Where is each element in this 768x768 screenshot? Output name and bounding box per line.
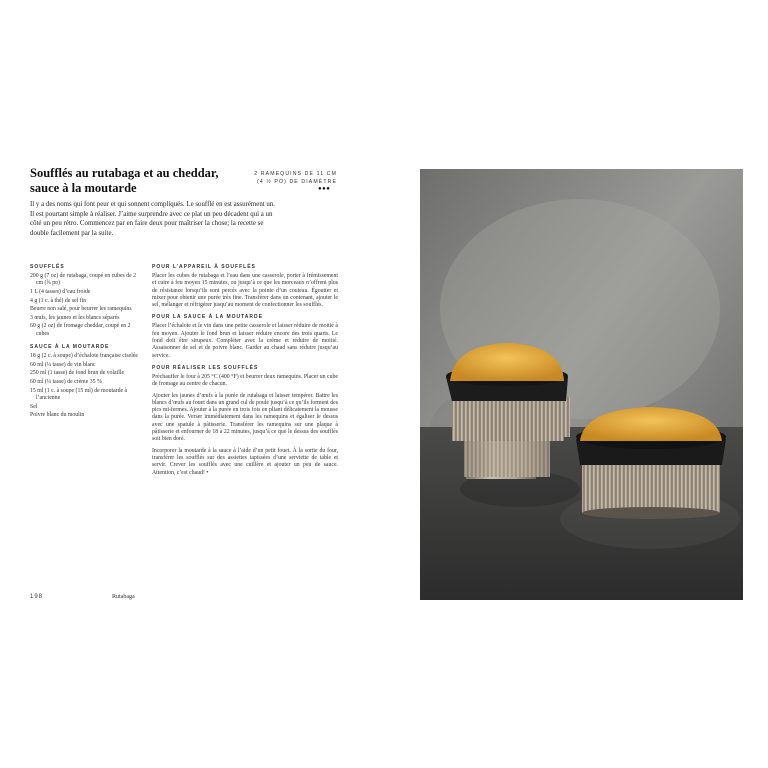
method-heading: POUR L’APPAREIL À SOUFFLÉS <box>152 264 256 270</box>
ingredient-item: 15 ml (1 c. à soupe (15 ml) de moutarde à l’ancienne <box>30 387 128 401</box>
recipe-yield <box>245 170 337 186</box>
ingredient-item: 60 ml (¼ tasse) de crème 35 % <box>30 378 102 385</box>
ingredient-item: 18 g (2 c. à soupe) d’échalote française ciselée <box>30 353 138 360</box>
page-number: 198 <box>30 594 44 600</box>
ingredient-item: Poivre blanc du moulin <box>30 412 85 419</box>
ingredient-item: Sel <box>30 403 38 410</box>
ingredient-item: 60 ml (¼ tasse) de vin blanc <box>30 361 96 368</box>
method-column <box>152 264 338 482</box>
method-section <box>152 264 338 309</box>
method-section <box>152 365 338 477</box>
ingredient-list <box>30 273 140 338</box>
method-heading: POUR LA SAUCE À LA MOUTARDE <box>152 314 263 321</box>
ingredient-item: 250 ml (1 tasse) de fond brun de volaille <box>30 370 125 377</box>
chapter-label: Rutabaga <box>112 594 135 600</box>
ingredients-heading: SOUFFLÉS <box>30 264 65 270</box>
method-paragraph: Ajouter les jaunes d’œufs à la purée de rutabaga et laisser tempérer. Battre les blancs d’œufs au fouet dans un grand cul de poule jusqu’à ce qu’ils forment des pics mi-fermes. Ajouter à la purée en trois fois en pliant délicatement la mousse dans la purée. Verser immédiatement dans les ramequins et égaliser le dessus avec une spatule à pâtisserie. Transférer les ramequins sur une plaque à pâtisserie et enfourner de 18 à 22 minutes, jusqu’à ce que le dessus des soufflés soit bien doré. <box>152 392 338 443</box>
method-paragraph: Placer l’échalote et le vin dans une petite casserole et laisser réduire de moitié à feu moyen. Ajouter le fond brun et laisser réduire encore des trois quarts. Le fond doit être sirupeux. Compléter avec la crème et réduire de moitié. Assaisonner de sel et de poivre blanc. Garder au chaud sans réduire jusqu’au service. <box>152 323 338 359</box>
ingredient-item: 200 g (7 oz) de rutabaga, coupé en cubes de 2 cm (¾ po) <box>30 273 137 287</box>
ingredients-heading: SAUCE À LA MOUTARDE <box>30 344 110 351</box>
ingredient-list <box>30 353 140 419</box>
recipe-intro: Il y a des noms qui font peur et qui sonnent compliqués. Le soufflé en est assurément un. Il est pourtant simple à réaliser. J’aime surprendre avec ce plat un peu décadent qui a un côté un peu rétro. Commencez par en faire deux pour maîtriser la chose; la recette se double facilement par la suite. <box>30 201 276 237</box>
three-dots-icon: ●●● <box>318 186 331 192</box>
ingredient-item: 3 œufs, les jaunes et les blancs séparés <box>30 314 120 321</box>
method-paragraph: Incorporer la moutarde à la sauce à l’aide d’un petit fouet. À la sortie du four, transférer les soufflés sur des assiettes tapissées d’une serviette de table et servir. Crever les soufflés avec une cuillère et ajouter un peu de sauce. Attention, c’est chaud! • <box>152 447 338 476</box>
two-souffle-ramekins-photo <box>420 169 743 600</box>
method-section <box>152 314 338 359</box>
ingredient-item: 60 g (2 oz) de fromage cheddar, coupé en 2 cubes <box>30 323 131 337</box>
ingredients-column <box>30 264 140 426</box>
method-paragraph: Placer les cubes de rutabaga et l’eau dans une casserole, porter à frémissement et cuire à feu moyen 15 minutes, ou jusqu’à ce que les morceaux n’offrent plus de résistance lorsqu’ils sont percés avec la pointe d’un couteau. Égoutter et mixer pour obtenir une purée très fine. Transférer dans un contenant, ajouter le sel, mélanger et réfrigérer jusqu’au moment de confectionner les soufflés. <box>152 273 338 309</box>
method-paragraph: Préchauffer le four à 205 °C (400 °F) et beurrer deux ramequins. Placer un cube de fromage au centre de chacun. <box>152 373 338 388</box>
yield-line-2: (4 ½ PO) DE DIAMÈTRE <box>257 179 337 185</box>
ingredient-item: Beurre non salé, pour beurrer les ramequins <box>30 306 132 313</box>
method-heading: POUR RÉALISER LES SOUFFLÉS <box>152 364 259 371</box>
ingredient-item: 4 g (1 c. à thé) de sel fin <box>30 297 87 304</box>
recipe-title: Soufflés au rutabaga et au cheddar, sauce à la moutarde <box>30 166 219 195</box>
ingredient-item: 1 L (4 tasses) d’eau froide <box>30 289 91 295</box>
yield-line-1: 2 RAMEQUINS DE 11 CM <box>254 171 337 177</box>
